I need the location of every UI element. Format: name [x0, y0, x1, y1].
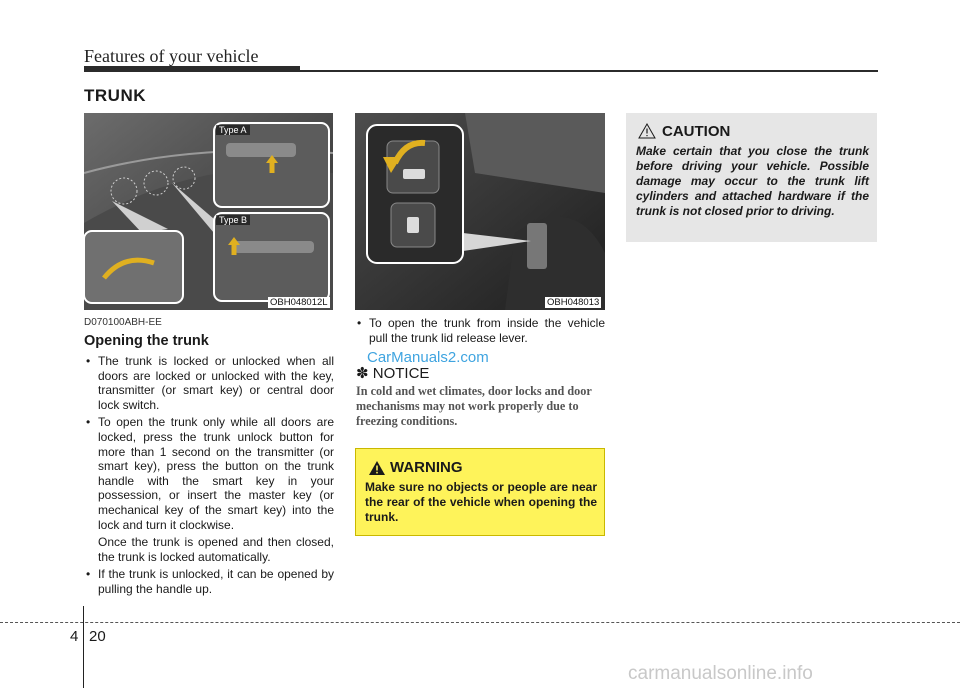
trunk-handle-photo [84, 113, 333, 310]
watermark-bottom: carmanualsonline.info [628, 663, 813, 684]
list-item: • The trunk is locked or unlocked when all doors are locked or unlocked with the key, transmitter (or smart key) or central door lock switch. [84, 354, 334, 412]
warning-triangle-icon [368, 460, 386, 476]
section-title: TRUNK [84, 86, 146, 105]
subheading: Opening the trunk [84, 333, 209, 349]
header-rule [300, 70, 878, 72]
notice-text: In cold and wet climates, door locks and door mechanisms may not work properly due to freezing conditions. [356, 384, 592, 428]
notice-title: NOTICE [372, 365, 430, 382]
middle-column-body [355, 316, 605, 348]
footer-divider [83, 606, 84, 688]
notice-heading [356, 364, 429, 382]
right-bullets [355, 316, 605, 345]
header-title: Features of your vehicle [84, 46, 259, 66]
caution-box [626, 113, 877, 242]
warning-title: WARNING [390, 459, 463, 476]
page-number: 20 [89, 628, 106, 645]
footer-rule [0, 622, 960, 623]
watermark-top: CarManuals2.com [367, 349, 489, 366]
type-a-label: Type A [216, 125, 250, 135]
list-item: • To open the trunk from inside the vehicle pull the trunk lid release lever. [355, 316, 605, 345]
caution-title: CAUTION [662, 123, 731, 140]
door-panel-photo [355, 113, 605, 310]
notice-star-icon: ✽ [356, 365, 369, 382]
header-bar [84, 66, 300, 72]
caution-triangle-icon [638, 123, 656, 139]
warning-text: Make sure no objects or people are near the rear of the vehicle when opening the trunk. [365, 480, 597, 524]
figure2-caption: OBH048013 [547, 297, 600, 308]
left-bullets [84, 354, 334, 532]
list-item: • To open the trunk only while all doors are locked, press the trunk unlock button for more than 1 second on the transmitter (or smart key), press the button on the trunk handle with the smart key in your possession, or insert the master key (or mechanical key of the smart key) into the lock and turn it clockwise. [84, 415, 334, 532]
continuation-text: Once the trunk is opened and then closed, the trunk is locked automatically. [98, 535, 334, 564]
doc-code: D070100ABH-EE [84, 317, 162, 328]
caution-text: Make certain that you close the trunk before driving your vehicle. Possible damage may occur to the trunk lift cylinders and attached hardware if the trunk is not closed prior to driving. [636, 144, 869, 218]
warning-box [355, 448, 605, 536]
left-bullets-last [84, 567, 334, 596]
page-section-number: 4 [70, 628, 79, 645]
left-column-body [84, 354, 334, 600]
trunk-release-lever-illustration [355, 113, 605, 310]
type-b-label: Type B [216, 215, 250, 225]
figure1-caption: OBH048012L [270, 297, 328, 308]
list-item: • If the trunk is unlocked, it can be opened by pulling the handle up. [84, 567, 334, 596]
trunk-handle-illustration [84, 113, 333, 310]
